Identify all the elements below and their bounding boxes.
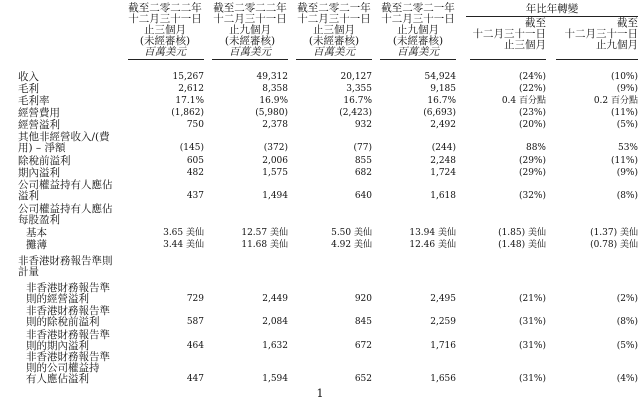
row-label-line: 則的公司權益持 <box>26 362 100 374</box>
table-cell: 2,084 <box>262 317 288 327</box>
header-rule <box>470 59 546 60</box>
table-cell: (244) <box>431 143 456 153</box>
table-cell: (4%) <box>616 374 638 384</box>
table-cell: (1,862) <box>171 108 204 118</box>
table-cell: 2,612 <box>178 84 204 94</box>
table-cell: 920 <box>354 294 372 304</box>
table-cell: 3,355 <box>346 84 372 94</box>
table-cell: 12.57 美仙 <box>241 228 288 238</box>
table-cell: 447 <box>186 374 204 384</box>
table-cell: (8%) <box>616 317 638 327</box>
row-label <box>26 306 110 328</box>
row-label-line: 毛利 <box>18 83 39 95</box>
table-cell: 2,495 <box>430 294 456 304</box>
row-label-line: 經營費用 <box>18 107 60 119</box>
table-cell: 16.7% <box>343 96 372 106</box>
header-line: 止三個月 <box>504 39 546 51</box>
header-unit: 百萬美元 <box>229 46 271 58</box>
table-cell: 2,492 <box>430 120 456 130</box>
table-cell: 11.68 美仙 <box>241 240 288 250</box>
col-header-9m-2022 <box>208 3 292 58</box>
row-label-line: 收入 <box>18 71 39 83</box>
table-cell: 49,312 <box>256 72 288 82</box>
header-rule <box>556 59 638 60</box>
header-line: (未經審核) <box>224 35 276 47</box>
table-cell: 2,449 <box>262 294 288 304</box>
table-cell: (372) <box>263 143 288 153</box>
header-line: (未經審核) <box>392 35 444 47</box>
yoy-col-header-3m <box>466 18 546 51</box>
table-cell: 3.65 美仙 <box>163 228 204 238</box>
header-line: 截至 <box>525 17 546 29</box>
row-label-line: 非香港財務報告準 <box>26 329 110 341</box>
table-cell: 17.1% <box>175 96 204 106</box>
header-line: 截至 <box>617 17 638 29</box>
table-cell: 464 <box>186 341 204 351</box>
table-cell: 1,594 <box>262 374 288 384</box>
table-cell: (22%) <box>518 84 546 94</box>
table-cell: (2,423) <box>339 108 372 118</box>
yoy-header-title: 年比年轉變 <box>525 3 579 15</box>
header-unit: 百萬美元 <box>313 46 355 58</box>
row-label-line: 每股盈利 <box>18 214 60 226</box>
yoy-col-header-9m <box>552 18 638 51</box>
page-number: 1 <box>316 387 324 400</box>
col-header-q3-2021 <box>292 3 376 58</box>
table-cell: 672 <box>354 341 372 351</box>
header-line: 止九個月 <box>397 24 439 36</box>
row-label <box>18 120 60 131</box>
table-cell: (6,693) <box>423 108 456 118</box>
table-cell: (5%) <box>616 120 638 130</box>
row-label-line: 則的除稅前溢利 <box>26 316 100 328</box>
table-cell: (31%) <box>518 341 546 351</box>
header-line: (未經審核) <box>139 35 191 47</box>
table-cell: (24%) <box>518 72 546 82</box>
table-cell: 54,924 <box>424 72 456 82</box>
table-cell: 482 <box>186 168 204 178</box>
row-label <box>26 283 110 305</box>
row-label <box>18 72 39 83</box>
header-line: 十二月三十一日 <box>213 13 287 25</box>
table-cell: (1.48) 美仙 <box>498 240 546 250</box>
table-cell: 750 <box>186 120 204 130</box>
row-label <box>26 352 110 385</box>
table-cell: (1.85) 美仙 <box>498 228 546 238</box>
header-line: 截至二零二一年 <box>381 2 455 14</box>
header-line: 止三個月 <box>144 24 186 36</box>
table-cell: (8%) <box>616 191 638 201</box>
table-cell: (77) <box>353 143 372 153</box>
table-cell: 1,618 <box>430 191 456 201</box>
row-label <box>18 96 50 107</box>
header-line: 截至二零二二年 <box>128 2 202 14</box>
row-label-line: 用) – 淨額 <box>18 142 66 154</box>
row-label-line: 非香港財務報告準 <box>26 351 110 363</box>
row-label-line: 其他非經營收入/(費 <box>18 131 110 143</box>
header-unit: 百萬美元 <box>397 46 439 58</box>
header-rule <box>296 59 372 60</box>
table-cell: 2,006 <box>262 156 288 166</box>
table-cell: 9,185 <box>430 84 456 94</box>
header-line: 止九個月 <box>596 39 638 51</box>
table-cell: 20,127 <box>340 72 372 82</box>
row-label <box>26 330 110 352</box>
table-cell: 0.4 百分點 <box>501 96 546 106</box>
table-cell: 1,575 <box>262 168 288 178</box>
table-cell: 53% <box>617 143 638 153</box>
table-cell: 652 <box>354 374 372 384</box>
table-cell: 88% <box>525 143 546 153</box>
header-rule <box>128 59 204 60</box>
table-cell: (9%) <box>616 84 638 94</box>
row-label <box>18 108 60 119</box>
table-cell: 640 <box>354 191 372 201</box>
table-cell: (0.78) 美仙 <box>590 240 638 250</box>
table-cell: 729 <box>186 294 204 304</box>
table-cell: 2,248 <box>430 156 456 166</box>
table-cell: 0.2 百分點 <box>593 96 638 106</box>
table-cell: 4.92 美仙 <box>331 240 372 250</box>
header-rule <box>212 59 288 60</box>
table-cell: (31%) <box>518 374 546 384</box>
row-label <box>26 240 47 251</box>
row-label <box>18 180 113 202</box>
table-cell: 855 <box>354 156 372 166</box>
table-cell: (20%) <box>518 120 546 130</box>
table-cell: 845 <box>354 317 372 327</box>
header-line: 截至二零二二年 <box>213 2 287 14</box>
header-rule <box>380 59 456 60</box>
table-cell: 1,656 <box>430 374 456 384</box>
header-unit: 百萬美元 <box>144 46 186 58</box>
row-label-line: 期內溢利 <box>18 167 60 179</box>
table-cell: 16.7% <box>427 96 456 106</box>
table-cell: (10%) <box>610 72 638 82</box>
table-cell: (23%) <box>518 108 546 118</box>
table-cell: (32%) <box>518 191 546 201</box>
table-cell: (5,980) <box>255 108 288 118</box>
table-cell: 437 <box>186 191 204 201</box>
table-cell: (145) <box>179 143 204 153</box>
table-cell: 1,494 <box>262 191 288 201</box>
table-cell: 1,724 <box>430 168 456 178</box>
table-cell: (1.37) 美仙 <box>590 228 638 238</box>
table-cell: (21%) <box>518 294 546 304</box>
row-label <box>18 156 71 167</box>
table-cell: (11%) <box>610 156 638 166</box>
header-line: (未經審核) <box>308 35 360 47</box>
table-cell: (29%) <box>518 168 546 178</box>
table-cell: 3.44 美仙 <box>163 240 204 250</box>
header-line: 截至二零二一年 <box>297 2 371 14</box>
row-label-line: 則的經營溢利 <box>26 293 89 305</box>
row-label-line: 基本 <box>26 227 47 239</box>
row-label-line: 公司權益持有人應佔 <box>18 203 113 215</box>
row-label-line: 非香港財務報告準 <box>26 282 110 294</box>
table-cell: 605 <box>186 156 204 166</box>
table-cell: (11%) <box>610 108 638 118</box>
row-label-line: 非香港財務報告準 <box>26 305 110 317</box>
row-label <box>26 228 47 239</box>
table-cell: 15,267 <box>172 72 204 82</box>
table-cell: 2,378 <box>262 120 288 130</box>
header-line: 止三個月 <box>313 24 355 36</box>
table-cell: 932 <box>354 120 372 130</box>
row-label-line: 除稅前溢利 <box>18 155 71 167</box>
table-cell: 13.94 美仙 <box>409 228 456 238</box>
row-label <box>18 84 39 95</box>
table-cell: 16.9% <box>259 96 288 106</box>
header-line: 十二月三十一日 <box>381 13 455 25</box>
row-label-line: 非香港財務報告準則 <box>18 255 113 267</box>
row-label-line: 經營溢利 <box>18 119 60 131</box>
row-label-line: 毛利率 <box>18 95 50 107</box>
table-cell: 5.50 美仙 <box>331 228 372 238</box>
row-label <box>18 132 110 154</box>
row-label-line: 則的期內溢利 <box>26 340 89 352</box>
col-header-q3-2022 <box>124 3 206 58</box>
table-cell: (31%) <box>518 317 546 327</box>
header-line: 十二月三十一日 <box>128 13 202 25</box>
table-cell: 8,358 <box>262 84 288 94</box>
row-label-line: 攤薄 <box>26 239 47 251</box>
table-cell: 682 <box>354 168 372 178</box>
row-label-line: 公司權益持有人應佔 <box>18 179 113 191</box>
row-label <box>18 168 60 179</box>
table-cell: (5%) <box>616 341 638 351</box>
header-line: 十二月三十一日 <box>297 13 371 25</box>
row-label-line: 有人應佔溢利 <box>26 373 89 385</box>
row-label <box>18 204 113 226</box>
col-header-9m-2021 <box>376 3 460 58</box>
table-cell: 1,632 <box>262 341 288 351</box>
table-cell: 2,259 <box>430 317 456 327</box>
table-cell: 12.46 美仙 <box>409 240 456 250</box>
header-line: 十二月三十一日 <box>472 28 546 40</box>
row-label <box>18 256 113 278</box>
yoy-header-rule <box>466 16 638 17</box>
table-cell: (9%) <box>616 168 638 178</box>
table-cell: 1,716 <box>430 341 456 351</box>
table-cell: (29%) <box>518 156 546 166</box>
row-label-line: 計量 <box>18 266 39 278</box>
table-cell: 587 <box>186 317 204 327</box>
header-line: 止九個月 <box>229 24 271 36</box>
header-line: 十二月三十一日 <box>564 28 638 40</box>
table-cell: (2%) <box>616 294 638 304</box>
row-label-line: 溢利 <box>18 190 39 202</box>
